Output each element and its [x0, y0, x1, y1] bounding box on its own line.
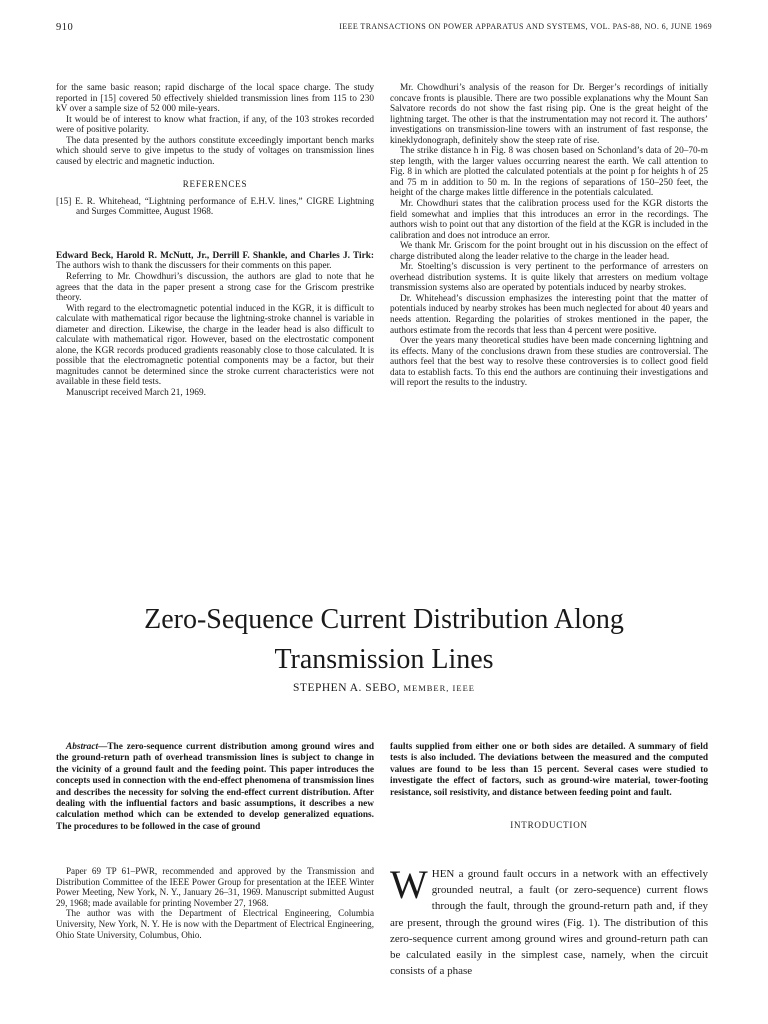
introduction-heading: INTRODUCTION — [510, 820, 588, 830]
closure-first-text: The authors wish to thank the discussers for their comments on this paper. — [56, 261, 332, 272]
footnote-paragraph: Paper 69 TP 61–PWR, recommended and approved by the Transmission and Distribution Committee of the IEEE Power Group for presentation at the IEEE Winter Power Meeting, New York, N. Y., January 26–31, 1969. Manuscript submitted August 29, 1968; made available for printing November 27, 1968. — [56, 866, 374, 908]
article-title-line: Transmission Lines — [274, 644, 494, 675]
discussion-paragraph: It would be of interest to know what fraction, if any, of the 103 strokes recorded were of positive polarity. — [56, 114, 374, 136]
manuscript-received: Manuscript received March 21, 1969. — [66, 388, 206, 399]
article-title — [60, 600, 708, 680]
reference-item: [15] E. R. Whitehead, “Lightning performance of E.H.V. lines,” CIGRE Lightning and Surges Committee, August 1968. — [56, 195, 374, 217]
running-head — [56, 22, 712, 36]
closure-block — [56, 251, 374, 388]
introduction-body — [390, 862, 708, 979]
abstract-left — [56, 742, 374, 833]
article-title-line: Zero-Sequence Current Distribution Along — [144, 604, 624, 635]
references-heading: REFERENCES — [182, 179, 248, 190]
article-byline — [60, 682, 708, 694]
abstract-right: faults supplied from either one or both sides are detailed. A summary of field tests is also included. The deviations between the measured and the computed values are found to be less than 15 percent. Several cases were studied to investigate the effect of factors, such as ground-wire material, tower-footing resistance, soil resistivity, and distance between feeding point and fault. — [390, 742, 708, 798]
author-membership: MEMBER, IEEE — [403, 683, 475, 693]
drop-cap: W — [390, 862, 428, 907]
closure-paragraph: Dr. Whitehead’s discussion emphasizes the interesting point that the matter of potentials induced by nearby strokes has been much neglected for about 40 years and needs attention. Regarding the polarities of strokes mentioned in the paper, the authors estimate from the records that less than 4 percent were positive. — [390, 293, 708, 336]
closure-paragraph: Over the years many theoretical studies have been made concerning lightning and its effects. Many of the conclusions drawn from these studies are controversial. The authors feel that the best way to resolve these controversies is to collect good field data to establish facts. To this end the authors are continuing their investigations and will report the results to the industry. — [390, 336, 708, 389]
journal-citation: IEEE TRANSACTIONS ON POWER APPARATUS AND SYSTEMS, VOL. PAS-88, NO. 6, JUNE 1969 — [339, 22, 712, 31]
abstract-text: —The zero-sequence current distribution among ground wires and the ground-return path of overhead transmission lines is subject to change in the vicinity of a ground fault and the feeding point. This paper introduces the concepts used in connection with the end-effect phenomena of transmission lines and describes the necessity for solving the end-effect current distribution. After dealing with the influential factors and basic assumptions, it describes a new calculation method which can be extended to develop generalized equations. The procedures to be followed in the case of ground — [56, 742, 374, 832]
closure-first-paragraph — [56, 251, 374, 272]
closure-paragraph: The strike distance h in Fig. 8 was chosen based on Schonland’s data of 20–70-m step length, with the larger values occurring nearest the earth. We call attention to Fig. 8 in which are plotted the calculated potentials at the point p for heights h of 25 and 75 m in addition to 50 m. In the regions of separations of 150–250 feet, the height of the charge makes little difference in the potentials calculated. — [390, 146, 708, 199]
closure-paragraph: We thank Mr. Griscom for the point brought out in his discussion on the effect of charge distributed along the leader relative to the charge in the leader head. — [390, 241, 708, 262]
author-name: STEPHEN A. SEBO, — [293, 682, 401, 694]
footnote-paragraph: The author was with the Department of Electrical Engineering, Columbia University, New York, N. Y. He is now with the Department of Electrical Engineering, Ohio State University, Columbus, Ohio. — [56, 908, 374, 940]
closure-paragraph: Mr. Stoelting’s discussion is very pertinent to the performance of arresters on overhead distribution systems. It is quite likely that arresters on medium voltage transmission systems also are operated by potentials induced by nearby strokes. — [390, 262, 708, 294]
discussion-paragraph: The data presented by the authors constitute exceedingly important bench marks which should serve to give impetus to the study of voltages on transmission lines caused by electric and magnetic induction. — [56, 135, 374, 167]
left-column-discussion — [56, 83, 374, 399]
closure-paragraph: Mr. Chowdhuri’s analysis of the reason for Dr. Berger’s recordings of initially concave fronts is plausible. There are two possible explanations why the Mount San Salvatore records do not show the fast rising pip. One is the great height of the lightning target. The other is that the instrumentation may not record it. The authors’ investigations on transmission-line towers with an instrument of fast response, the kineklydonograph, definitely show the steep rate of rise. — [390, 83, 708, 146]
discussion-paragraph: for the same basic reason; rapid discharge of the local space charge. The study reported in [15] covered 50 effectively shielded transmission lines from 115 to 230 kV over a sample size of 52 000 mile-years. — [56, 83, 374, 115]
closure-authors: Edward Beck, Harold R. McNutt, Jr., Derrill F. Shankle, and Charles J. Tirk: — [56, 250, 374, 261]
closure-paragraph: With regard to the electromagnetic potential induced in the KGR, it is difficult to calculate with mathematical rigor because the lightning-stroke channel is variable in diameter and direction. Likewise, the charge in the leader head is also difficult to calculate with mathematical rigor. However, based on the electrostatic component alone, the KGR records produced gradients reasonably close to those calculated. It is possible that the electromagnetic potential components may be a factor, but their magnitudes cannot be determined since the stroke current characteristics were not available in these field tests. — [56, 303, 374, 388]
introduction-text: HEN a ground fault occurs in a network with an effectively grounded neutral, a fault (or zero-sequence) current flows through the fault, through the ground-return path and, if they are present, through the ground wires (Fig. 1). The distribution of this zero-sequence current among ground wires and ground-return path can be calculated easily in the simplest case, namely, when the circuit consists of a phase — [390, 868, 708, 978]
right-column-closure — [390, 83, 708, 389]
paper-footnote — [56, 866, 374, 940]
closure-paragraph: Referring to Mr. Chowdhuri’s discussion, the authors are glad to note that he agrees that the data in the paper present a strong case for the Griscom prestrike theory. — [56, 272, 374, 304]
page-number: 910 — [56, 22, 74, 33]
abstract-label: Abstract — [66, 742, 99, 752]
closure-paragraph: Mr. Chowdhuri states that the calibration process used for the KGR distorts the field somewhat and implies that this introduces an error in the recordings. The authors wish to point out that any distortion of the field at the KGR is included in the calibration and does not introduce an error. — [390, 199, 708, 241]
